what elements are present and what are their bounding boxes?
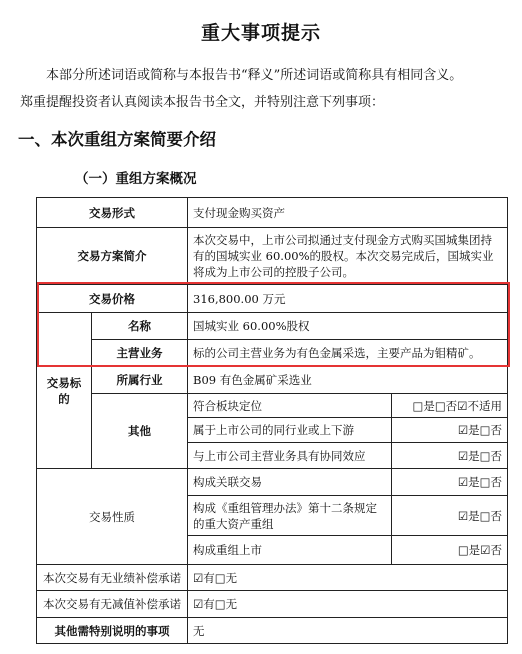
table-row bbox=[37, 591, 508, 618]
table-row bbox=[37, 394, 508, 418]
nature-item-checkbox: ☑是□否 bbox=[392, 496, 508, 536]
section-heading-1: 一、本次重组方案简要介绍 bbox=[18, 130, 216, 149]
trade-form-label: 交易形式 bbox=[37, 198, 188, 228]
trade-plan-value: 本次交易中，上市公司拟通过支付现金方式购买国城集团持有的国城实业 60.00%的股权。本次交易完成后，国城实业将成为上市公司的控股子公司。 bbox=[188, 228, 508, 285]
intro-paragraph-definitions: 本部分所述词语或简称与本报告书“释义”所述词语或简称具有相同含义。 bbox=[46, 68, 463, 83]
trade-target-label: 交易标的 bbox=[37, 313, 92, 469]
target-other-label: 其他 bbox=[92, 394, 188, 469]
other-item-text: 与上市公司主营业务具有协同效应 bbox=[188, 443, 392, 469]
target-business-value: 标的公司主营业务为有色金属采选，主要产品为钼精矿。 bbox=[188, 340, 508, 367]
performance-commitment-value: ☑有□无 bbox=[188, 565, 508, 591]
trade-price-label: 交易价格 bbox=[37, 285, 188, 313]
table-row bbox=[37, 228, 508, 285]
trade-plan-label: 交易方案简介 bbox=[37, 228, 188, 285]
trade-price-value: 316,800.00 万元 bbox=[188, 285, 508, 313]
table-row bbox=[37, 618, 508, 644]
table-row bbox=[37, 313, 508, 340]
other-item-checkbox: ☑是□否 bbox=[392, 443, 508, 469]
restructuring-overview-table bbox=[36, 197, 508, 644]
other-item-checkbox: □是□否☑不适用 bbox=[392, 394, 508, 418]
target-business-label: 主营业务 bbox=[92, 340, 188, 367]
nature-item-text: 构成关联交易 bbox=[188, 469, 392, 496]
table-row bbox=[37, 367, 508, 394]
table-row bbox=[37, 340, 508, 367]
trade-nature-label: 交易性质 bbox=[37, 469, 188, 565]
table-row bbox=[37, 198, 508, 228]
nature-item-text: 构成重组上市 bbox=[188, 536, 392, 565]
target-industry-label: 所属行业 bbox=[92, 367, 188, 394]
impairment-commitment-value: ☑有□无 bbox=[188, 591, 508, 618]
nature-item-text: 构成《重组管理办法》第十二条规定的重大资产重组 bbox=[188, 496, 392, 536]
trade-form-value: 支付现金购买资产 bbox=[188, 198, 508, 228]
other-item-text: 属于上市公司的同行业或上下游 bbox=[188, 418, 392, 443]
target-name-value: 国城实业 60.00%股权 bbox=[188, 313, 508, 340]
impairment-commitment-label: 本次交易有无减值补偿承诺 bbox=[37, 591, 188, 618]
performance-commitment-label: 本次交易有无业绩补偿承诺 bbox=[37, 565, 188, 591]
other-item-checkbox: ☑是□否 bbox=[392, 418, 508, 443]
table-row bbox=[37, 565, 508, 591]
section-heading-1-1: （一）重组方案概况 bbox=[75, 171, 197, 187]
nature-item-checkbox: ☑是□否 bbox=[392, 469, 508, 496]
other-notes-label: 其他需特别说明的事项 bbox=[37, 618, 188, 644]
other-item-text: 符合板块定位 bbox=[188, 394, 392, 418]
table-row bbox=[37, 469, 508, 496]
other-notes-value: 无 bbox=[188, 618, 508, 644]
target-name-label: 名称 bbox=[92, 313, 188, 340]
intro-paragraph-reminder: 郑重提醒投资者认真阅读本报告书全文，并特别注意下列事项： bbox=[20, 95, 385, 110]
table-row bbox=[37, 285, 508, 313]
nature-item-checkbox: □是☑否 bbox=[392, 536, 508, 565]
page-title: 重大事项提示 bbox=[200, 22, 321, 44]
target-industry-value: B09 有色金属矿采选业 bbox=[188, 367, 508, 394]
